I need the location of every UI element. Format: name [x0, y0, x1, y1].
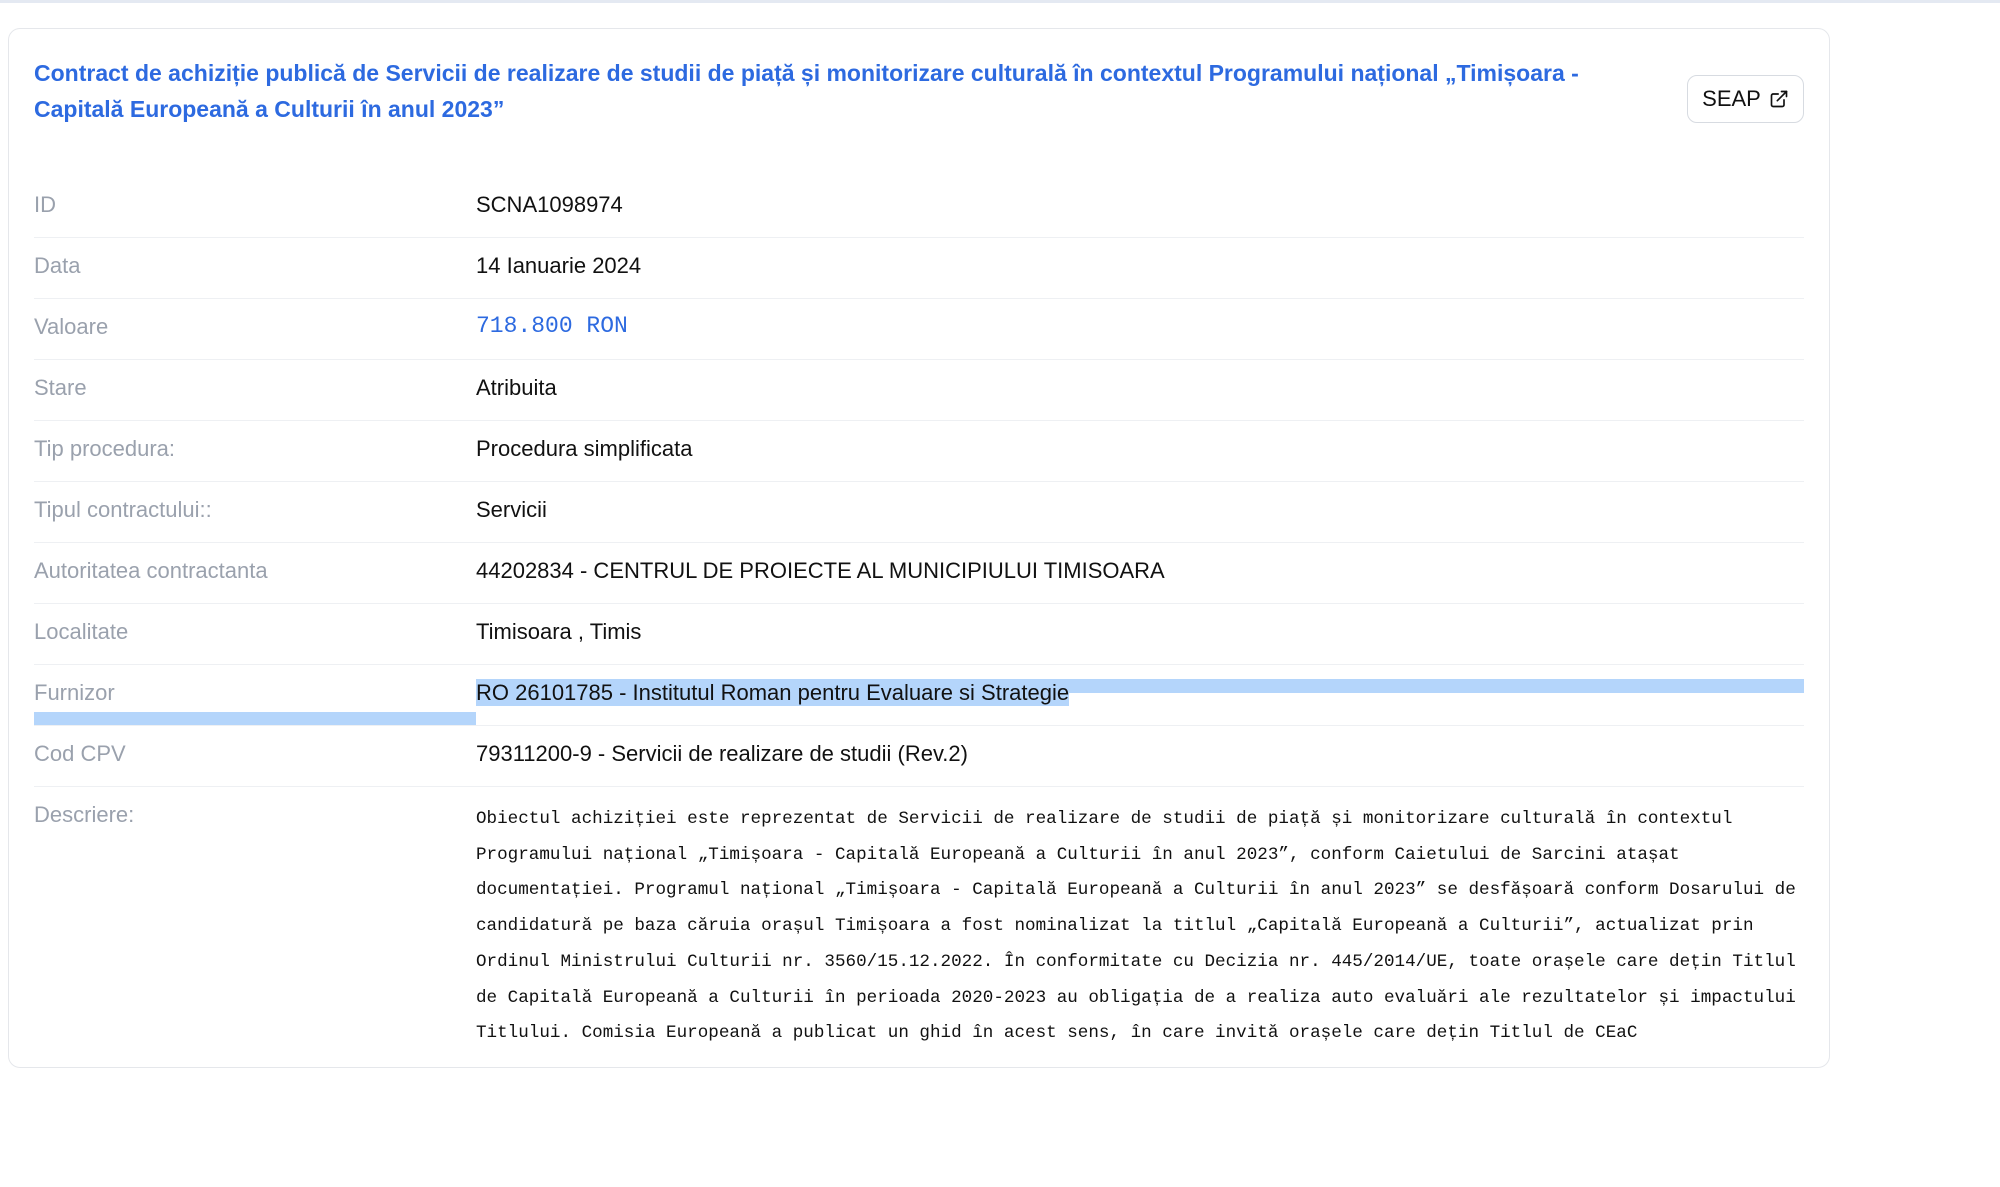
value-autoritatea[interactable]: 44202834 - CENTRUL DE PROIECTE AL MUNICIPIULUI TIMISOARA [476, 558, 1165, 583]
label-tipul-contractului: Tipul contractului:: [34, 497, 212, 522]
label-localitate: Localitate [34, 619, 129, 644]
value-valoare: 718.800 RON [476, 313, 628, 339]
row-furnizor [34, 665, 1804, 726]
value-localitate: Timisoara , Timis [476, 619, 642, 644]
label-cod-cpv: Cod CPV [34, 741, 126, 766]
row-stare [34, 360, 1804, 421]
label-data: Data [34, 253, 81, 278]
row-data [34, 238, 1804, 299]
row-descriere [34, 787, 1804, 1187]
label-descriere: Descriere: [34, 802, 135, 827]
value-tip-procedura: Procedura simplificata [476, 436, 693, 461]
row-tipul-contractului [34, 482, 1804, 543]
label-valoare: Valoare [34, 314, 109, 339]
label-autoritatea: Autoritatea contractanta [34, 558, 268, 583]
value-tipul-contractului: Servicii [476, 497, 547, 522]
label-stare: Stare [34, 375, 87, 400]
external-link-icon [1769, 89, 1789, 109]
label-id: ID [34, 192, 56, 217]
row-autoritatea [34, 543, 1804, 604]
value-data: 14 Ianuarie 2024 [476, 253, 642, 278]
row-localitate [34, 604, 1804, 665]
row-cod-cpv [34, 726, 1804, 787]
label-furnizor: Furnizor [34, 680, 115, 705]
row-tip-procedura [34, 421, 1804, 482]
row-valoare [34, 299, 1804, 360]
text-selection-highlight [34, 712, 476, 725]
seap-button[interactable] [1687, 75, 1804, 123]
details-list [34, 177, 1804, 1187]
value-cod-cpv: 79311200-9 - Servicii de realizare de studii (Rev.2) [476, 741, 968, 766]
top-border [0, 0, 2000, 3]
row-id [34, 177, 1804, 238]
label-tip-procedura: Tip procedura: [34, 436, 176, 461]
value-furnizor[interactable]: RO 26101785 - Institutul Roman pentru Evaluare si Strategie [476, 680, 1070, 705]
seap-button-label: SEAP [1702, 86, 1761, 111]
value-stare: Atribuita [476, 375, 557, 400]
value-descriere: Obiectul achiziției este reprezentat de Servicii de realizare de studii de piață și monitorizare culturală în contextul Programului național „Timișoara - Capitală Europeană a Culturii în anul 2023”, conform Caietului de Sarcini atașat documentației. Programul național „Timișoara - Capitală Europeană a Culturii în anul 2023” se desfășoară conform Dosarului de candidatură pe baza căruia orașul Timișoara a fost nominalizat la titlul „Capitală Europeană a Culturii”, actualizat prin Ordinul Ministrului Culturii nr. 3560/15.12.2022. În conformitate cu Decizia nr. 445/2014/UE, toate orașele care dețin Titlul de Capitală Europeană a Culturii în perioada 2020-2023 au obligația de a realiza auto evaluări ale rezultatelor și impactului Titlului. Comisia Europeană a publicat un ghid în acest sens, în care invită orașele care dețin Titlul de CEaC [476, 809, 1796, 1044]
contract-title[interactable]: Contract de achiziție publică de Servicii de realizare de studii de piață și monitorizare culturală în contextul Programului național „Timișoara - Capitală Europeană a Culturii în anul 2023” [34, 60, 1579, 122]
value-id: SCNA1098974 [476, 192, 623, 217]
contract-card [8, 28, 1830, 1068]
